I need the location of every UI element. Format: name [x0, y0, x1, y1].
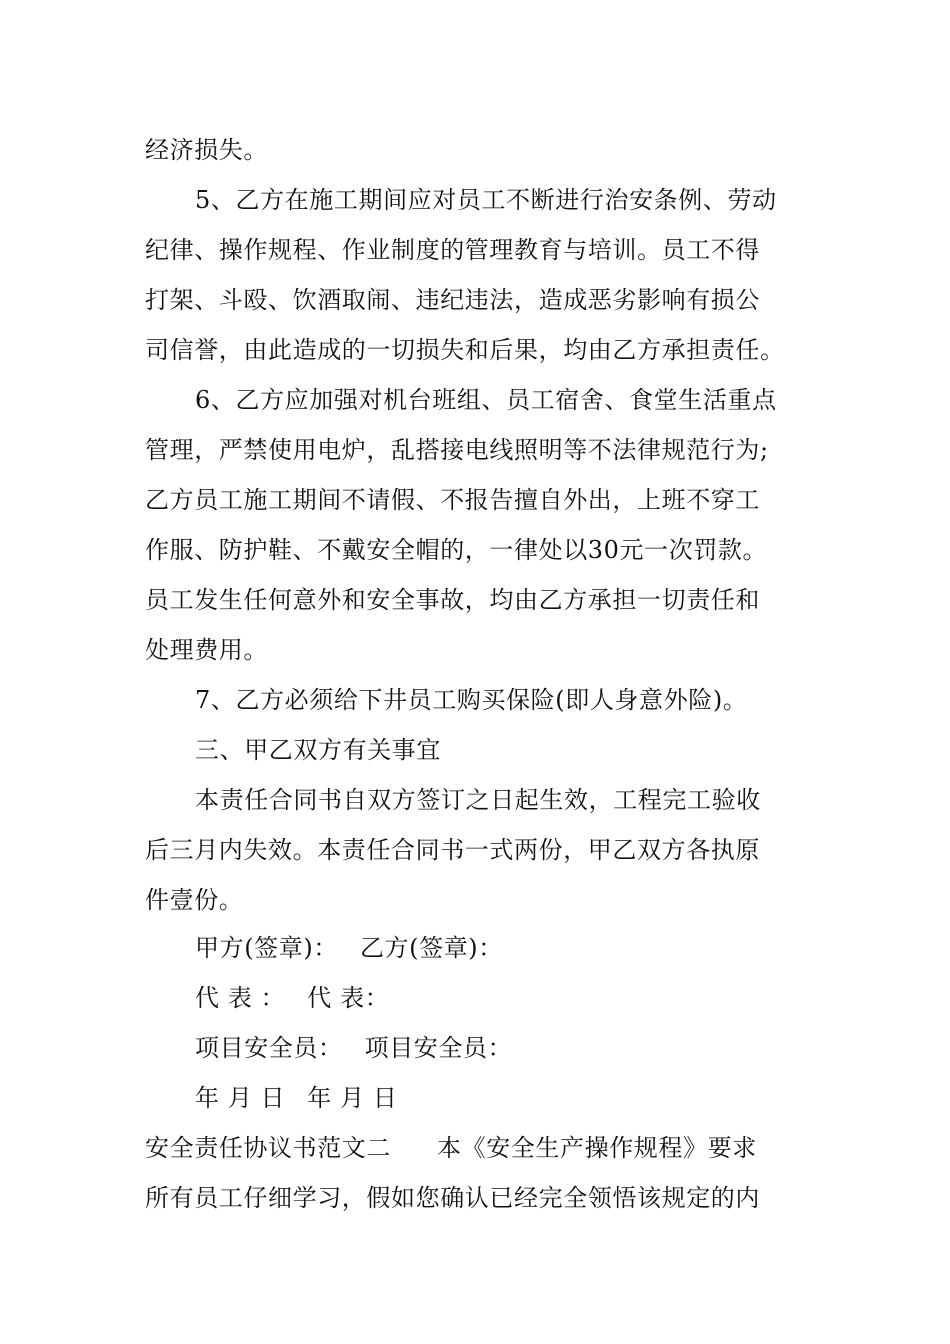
- signature-row-safety-officers: [195, 1032, 512, 1064]
- paragraph-line: 打架、斗殴、饮酒取闹、违纪违法，造成恶劣影响有损公: [145, 286, 760, 314]
- paragraph-line: 处理费用。: [145, 636, 268, 664]
- party-a-signature-label: 甲方(签章)：: [195, 934, 338, 962]
- paragraph-line: 管理，严禁使用电炉，乱搭接电线照明等不法律规范行为;: [145, 436, 769, 464]
- paragraph-line: 本责任合同书自双方签订之日起生效，工程完工验收: [195, 786, 761, 814]
- party-b-date-label: 年 月 日: [307, 1084, 398, 1112]
- next-section-text: 本《安全生产操作规程》要求: [437, 1134, 757, 1162]
- paragraph-line: 纪律、操作规程、作业制度的管理教育与培训。员工不得: [145, 236, 760, 264]
- paragraph-line: 件壹份。: [145, 886, 244, 914]
- party-b-safety-officer-label: 项目安全员：: [364, 1034, 513, 1062]
- party-a-date-label: 年 月 日: [195, 1084, 286, 1112]
- next-section-first-line: [145, 1132, 807, 1164]
- party-a-safety-officer-label: 项目安全员：: [195, 1034, 343, 1062]
- paragraph-line: 所有员工仔细学习，假如您确认已经完全领悟该规定的内: [145, 1184, 760, 1212]
- paragraph-line: 后三月内失效。本责任合同书一式两份，甲乙双方各执原: [145, 836, 760, 864]
- paragraph-line: 7、乙方必须给下井员工购买保险(即人身意外险)。: [195, 686, 748, 714]
- paragraph-line: 经济损失。: [145, 136, 268, 164]
- next-section-title: 安全责任协议书范文二: [145, 1134, 391, 1162]
- paragraph-line: 6、乙方应加强对机台班组、员工宿舍、食堂生活重点: [195, 386, 777, 414]
- signature-row-parties: [195, 932, 503, 964]
- paragraph-line: 员工发生任何意外和安全事故，均由乙方承担一切责任和: [145, 586, 760, 614]
- signature-row-dates: [195, 1082, 398, 1114]
- party-b-representative-label: 代 表：: [307, 984, 390, 1012]
- paragraph-line: 5、乙方在施工期间应对员工不断进行治安条例、劳动: [195, 186, 777, 214]
- paragraph-line: 作服、防护鞋、不戴安全帽的，一律处以30元一次罚款。: [145, 536, 768, 564]
- party-b-signature-label: 乙方(签章)：: [359, 934, 503, 962]
- section-heading: 三、甲乙双方有关事宜: [195, 736, 441, 764]
- paragraph-line: 司信誉，由此造成的一切损失和后果，均由乙方承担责任。: [145, 336, 785, 364]
- signature-row-representatives: [195, 982, 389, 1014]
- party-a-representative-label: 代 表 ：: [195, 984, 286, 1012]
- paragraph-line: 乙方员工施工期间不请假、不报告擅自外出，上班不穿工: [145, 486, 760, 514]
